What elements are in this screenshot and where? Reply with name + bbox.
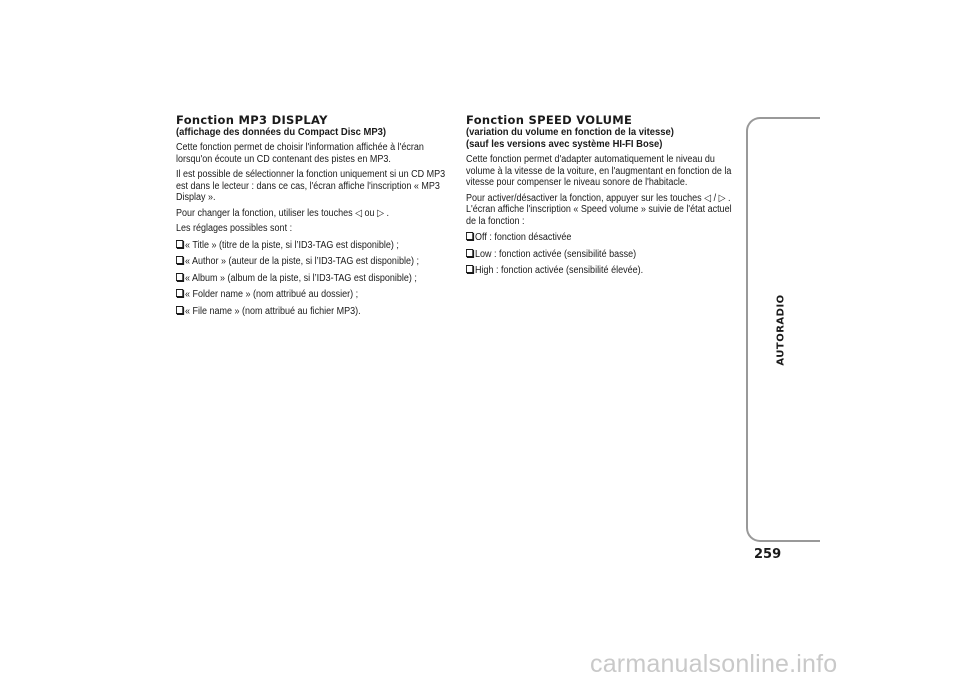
list-item: Low : fonction activée (sensibilité basse) (466, 249, 741, 261)
list-item: « File name » (nom attribué au fichier MP3). (176, 306, 451, 318)
speed-volume-subheading: (variation du volume en fonction de la vitesse) (466, 126, 674, 138)
toggle-text-after: . L'écran affiche l'inscription « Speed volume » suivie de l'état actuel de la fonction : (466, 192, 732, 227)
list-item: « Folder name » (nom attribué au dossier) ; (176, 289, 451, 301)
triangle-left-icon: ◁ (355, 207, 363, 219)
checkbox-bullet-icon (176, 289, 183, 297)
change-text-before: Pour changer la fonction, utiliser les touches (176, 207, 353, 219)
checkbox-bullet-icon (466, 232, 473, 240)
watermark: carmanualsonline.info (590, 650, 838, 678)
change-text-mid: ou (364, 207, 375, 219)
triangle-left-icon: ◁ (704, 192, 712, 204)
left-column (176, 114, 456, 317)
mp3-settings-intro: Les réglages possibles sont : (176, 223, 293, 234)
list-item: Off : fonction désactivée (466, 232, 741, 244)
speed-intro-paragraph: Cette fonction permet d'adapter automatiquement le niveau du volume à la vitesse de la voiture, en l'augmentant en fonction de la vitesse pour compenser le niveau sonore de l'habitacle. (466, 154, 732, 188)
toggle-text-mid: / (713, 192, 717, 204)
checkbox-bullet-icon (176, 256, 183, 264)
triangle-right-icon: ▷ (718, 192, 726, 204)
checkbox-bullet-icon (176, 240, 183, 248)
mp3-change-paragraph (176, 208, 451, 220)
right-column (466, 114, 744, 277)
list-item: « Author » (auteur de la piste, si l’ID3-TAG est disponible) ; (176, 256, 451, 268)
list-item: « Title » (titre de la piste, si l’ID3-TAG est disponible) ; (176, 240, 451, 252)
speed-volume-note: (sauf les versions avec système HI-FI Bose) (466, 138, 663, 150)
mp3-intro-paragraph: Cette fonction permet de choisir l'information affichée à l'écran lorsqu'on écoute un CD contenant des pistes en MP3. (176, 142, 424, 165)
mp3-condition-paragraph: Il est possible de sélectionner la fonction uniquement si un CD MP3 est dans le lecteur : dans ce cas, l'écran affiche l'inscription « MP3 Display ». (176, 169, 446, 203)
checkbox-bullet-icon (466, 265, 473, 273)
page-number: 259 (754, 547, 782, 562)
triangle-right-icon: ▷ (377, 207, 384, 219)
checkbox-bullet-icon (176, 306, 183, 314)
section-tab-label: AUTORADIO (775, 294, 787, 366)
speed-toggle-paragraph (466, 193, 741, 228)
checkbox-bullet-icon (466, 249, 473, 257)
mp3-display-subheading: (affichage des données du Compact Disc MP3) (176, 126, 387, 138)
mp3-display-heading: Fonction MP3 DISPLAY (176, 113, 328, 127)
change-text-after: . (386, 207, 390, 219)
checkbox-bullet-icon (176, 273, 183, 281)
list-item: High : fonction activée (sensibilité élevée). (466, 265, 741, 277)
toggle-text-before: Pour activer/désactiver la fonction, appuyer sur les touches (466, 192, 702, 204)
speed-volume-heading: Fonction SPEED VOLUME (466, 113, 633, 127)
list-item: « Album » (album de la piste, si l’ID3-TAG est disponible) ; (176, 273, 451, 285)
